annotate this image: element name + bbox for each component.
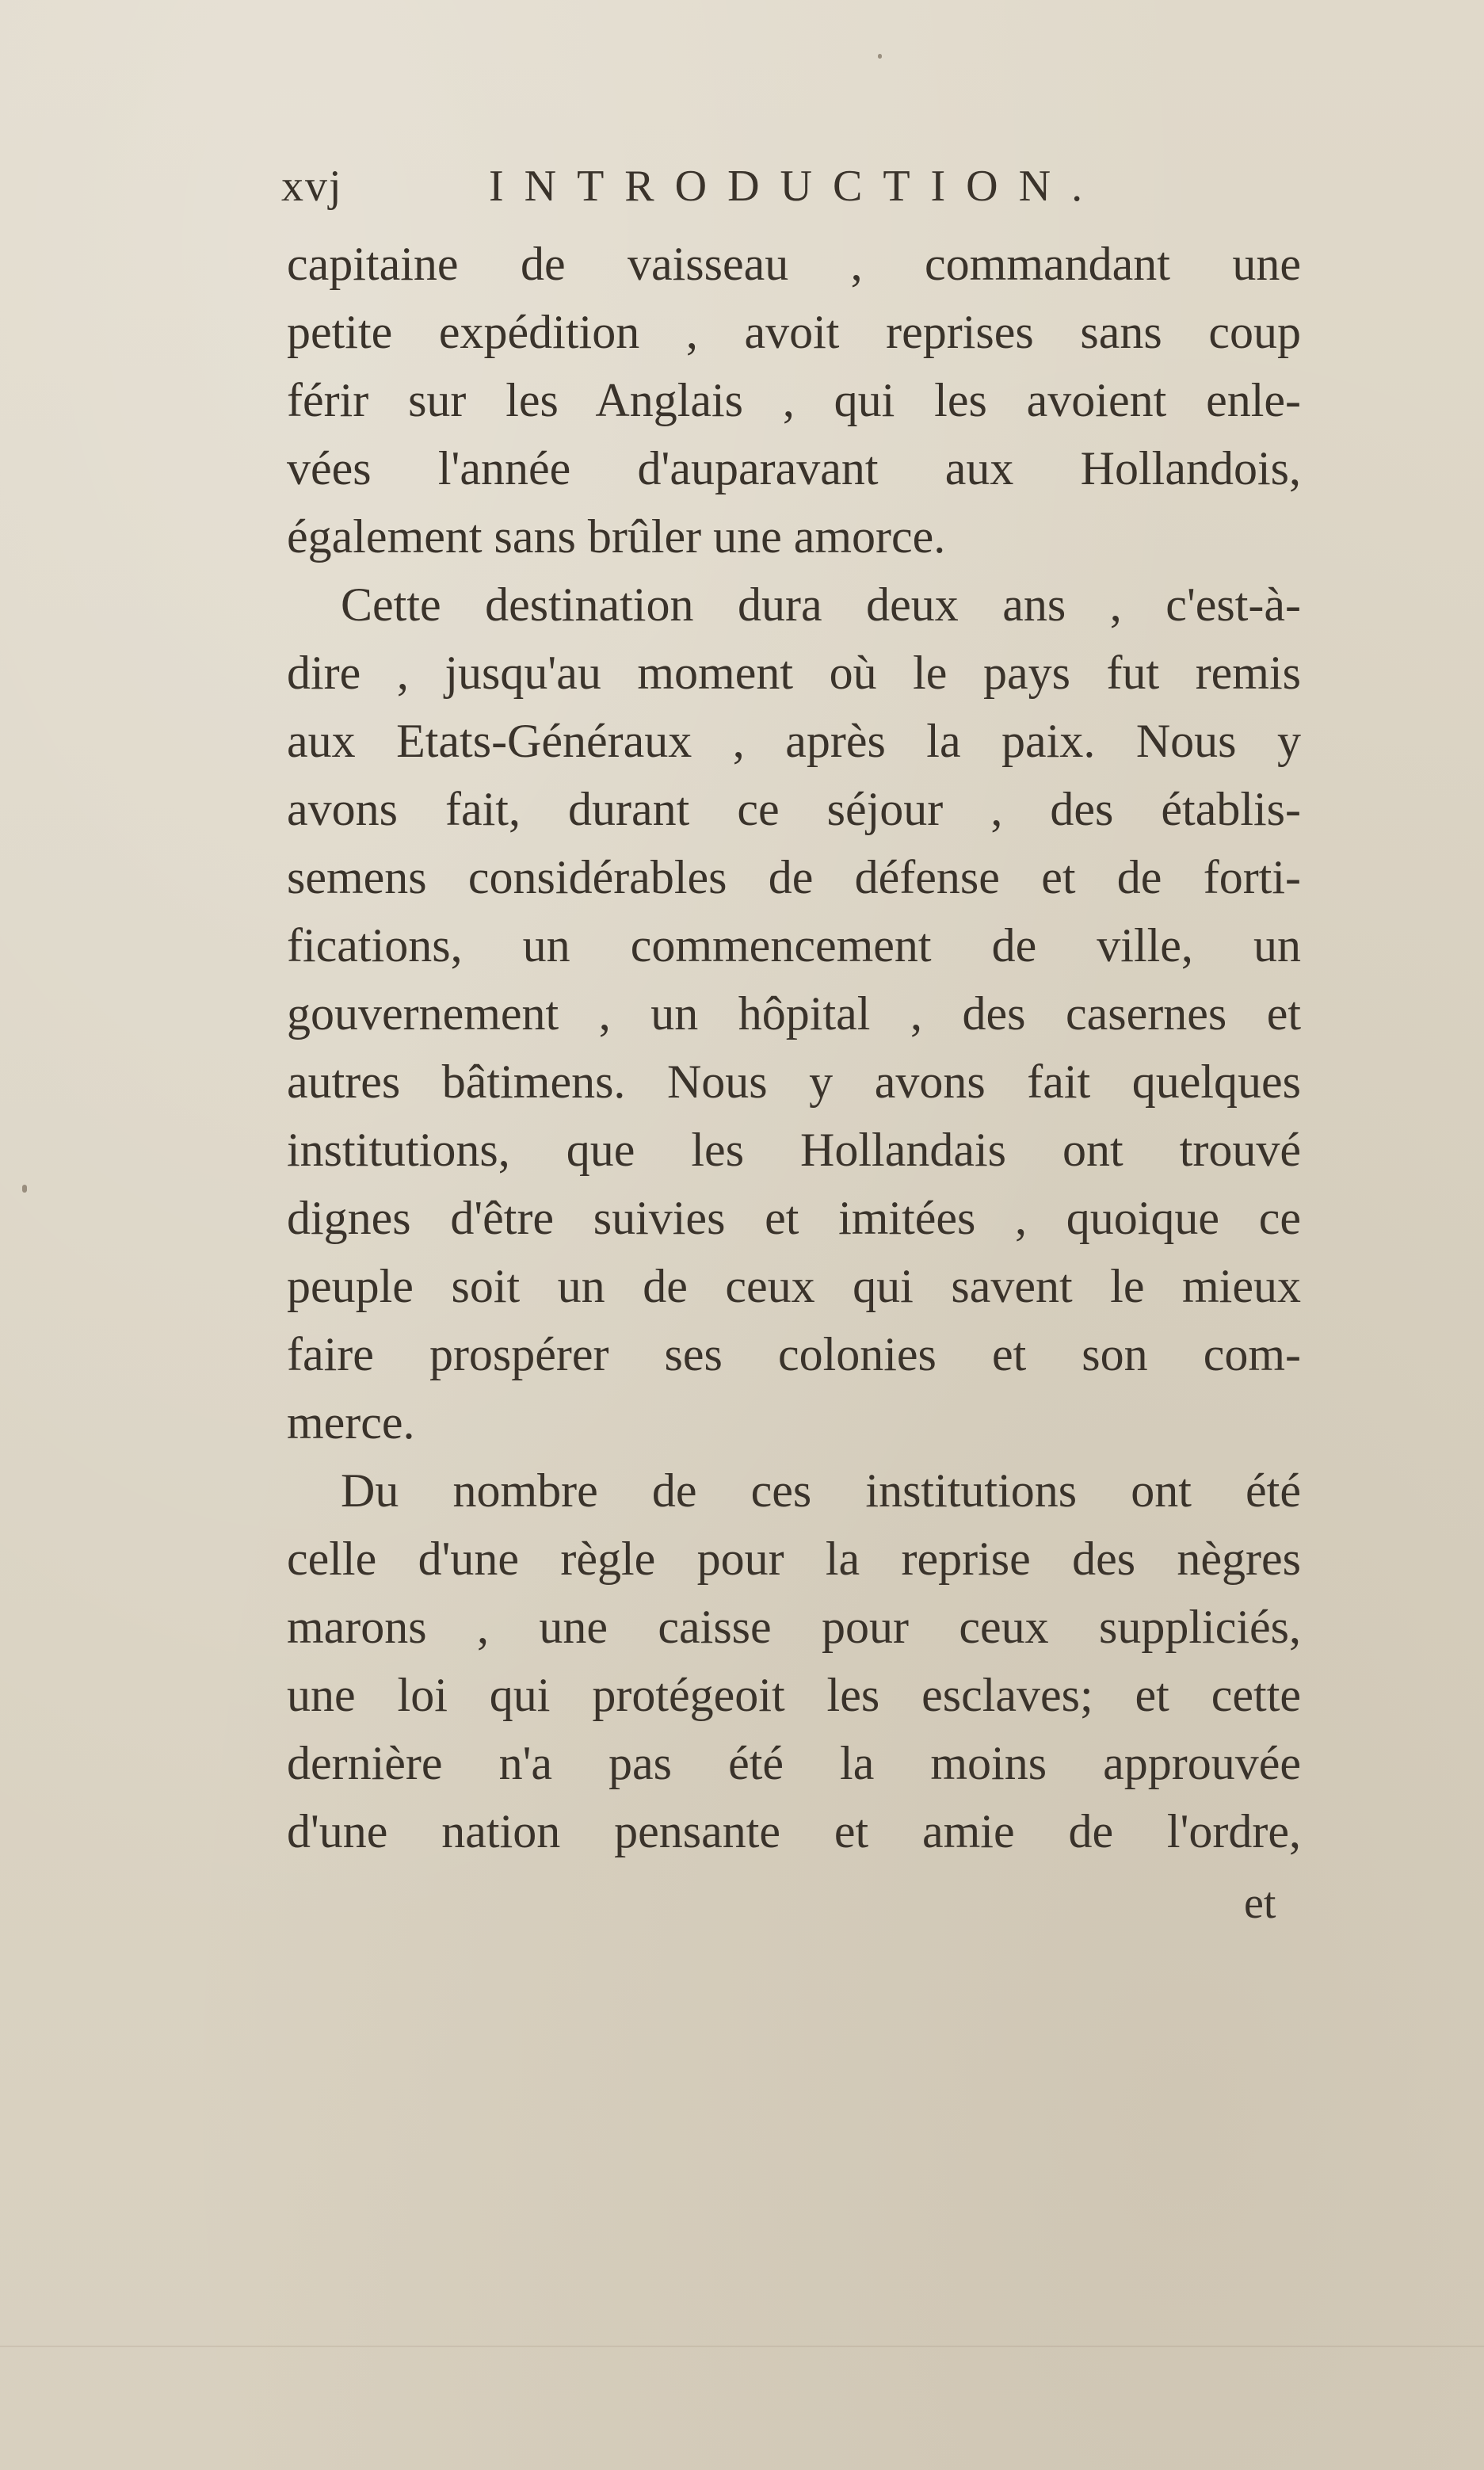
text-line: marons , une caisse pour ceux suppliciés,: [287, 1601, 1301, 1653]
page-number: xvj: [281, 162, 343, 211]
text-line: petite expédition , avoit reprises sans coup: [287, 306, 1301, 358]
paper-crease: [0, 2346, 1484, 2347]
text-line: celle d'une règle pour la reprise des nègres: [287, 1533, 1301, 1585]
running-title: INTRODUCTION.: [489, 162, 1104, 211]
text-line: une loi qui protégeoit les esclaves; et cette: [287, 1669, 1301, 1721]
text-line: dernière n'a pas été la moins approuvée: [287, 1737, 1301, 1789]
text-line: dire , jusqu'au moment où le pays fut remis: [287, 647, 1301, 699]
text-line: dignes d'être suivies et imitées , quoique ce: [287, 1192, 1301, 1244]
text-line: fications, un commencement de ville, un: [287, 919, 1301, 972]
text-line: férir sur les Anglais , qui les avoient enle-: [287, 374, 1301, 426]
text-line: capitaine de vaisseau , commandant une: [287, 238, 1301, 290]
text-line: merce.: [287, 1396, 415, 1449]
text-line: d'une nation pensante et amie de l'ordre,: [287, 1805, 1301, 1857]
body-text: [287, 230, 1301, 1865]
text-line: vées l'année d'auparavant aux Hollandois,: [287, 442, 1301, 494]
paper-speck: [878, 54, 882, 59]
text-line: peuple soit un de ceux qui savent le mieux: [287, 1260, 1301, 1312]
paper-speck: [22, 1185, 27, 1193]
text-line: faire prospérer ses colonies et son com-: [287, 1328, 1301, 1380]
text-line: gouvernement , un hôpital , des casernes et: [287, 987, 1301, 1040]
catchword: et: [1244, 1879, 1276, 1928]
page-header: [281, 151, 1192, 222]
text-line: autres bâtimens. Nous y avons fait quelques: [287, 1056, 1301, 1108]
paragraph-start-line: Du nombre de ces institutions ont été: [341, 1464, 1301, 1517]
paragraph-start-line: Cette destination dura deux ans , c'est-à-: [341, 578, 1301, 631]
text-line: avons fait, durant ce séjour , des établis-: [287, 783, 1301, 835]
text-line: aux Etats-Généraux , après la paix. Nous y: [287, 715, 1301, 767]
text-line: semens considérables de défense et de forti-: [287, 851, 1301, 903]
text-line: également sans brûler une amorce.: [287, 510, 946, 563]
text-line: institutions, que les Hollandais ont trouvé: [287, 1124, 1301, 1176]
